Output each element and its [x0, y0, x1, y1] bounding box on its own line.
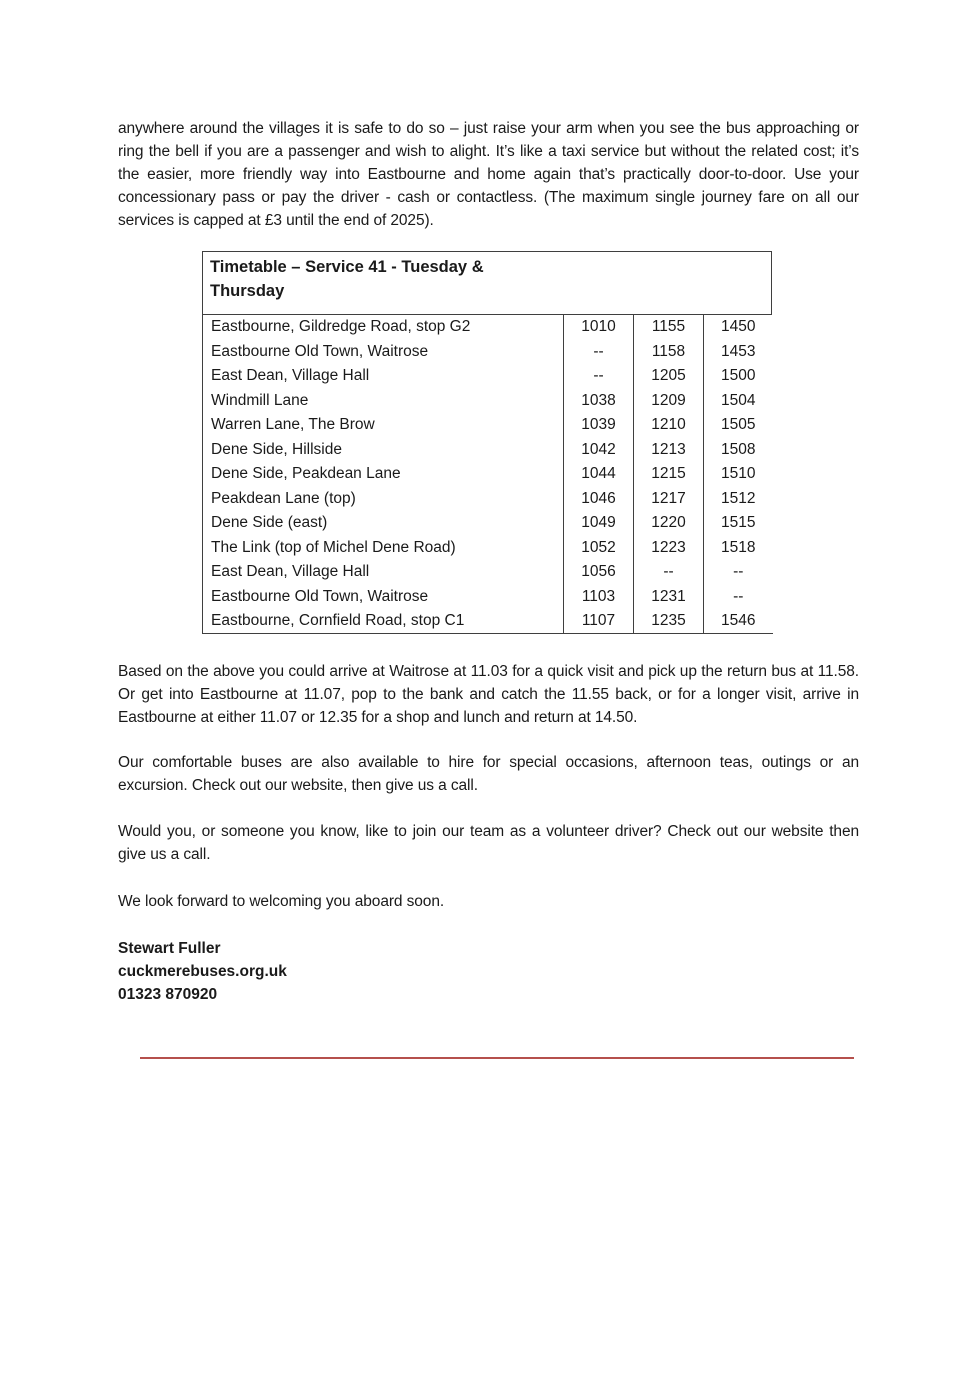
- timetable-row: [203, 609, 773, 634]
- paragraph-hire: Our comfortable buses are also available to hire for special occasions, afternoon teas, outings or an excursion. Check out our website, then give us a call.: [118, 754, 859, 794]
- timetable-row: [203, 585, 773, 610]
- timetable-row: [203, 315, 773, 340]
- timetable-row: [203, 389, 773, 414]
- paragraph-volunteer: Would you, or someone you know, like to join our team as a volunteer driver? Check out our website then give us a call.: [118, 823, 859, 863]
- time-cell: 1508: [704, 438, 773, 463]
- time-cell: 1052: [564, 536, 634, 561]
- time-cell: 1546: [704, 609, 773, 634]
- time-cell: 1500: [704, 364, 773, 389]
- red-divider-line: [140, 1057, 854, 1059]
- time-cell: 1504: [704, 389, 773, 414]
- time-cell: 1518: [704, 536, 773, 561]
- paragraph-intro: anywhere around the villages it is safe to do so – just raise your arm when you see the bus approaching or ring the bell if you are a passenger and wish to alight. It’s like a taxi service but without the related cost; it’s the easier, more friendly way into Eastbourne and home again that’s practically door-to-door. Use your concessionary pass or pay the driver - cash or contactless. (The maximum single journey fare on all our services is capped at £3 until the end of 2025).: [118, 120, 859, 229]
- stop-name-cell: Dene Side, Peakdean Lane: [211, 465, 401, 483]
- time-cell: 1155: [634, 315, 704, 340]
- stop-name-cell: Peakdean Lane (top): [211, 489, 356, 507]
- stop-name-cell: Windmill Lane: [211, 391, 309, 409]
- time-cell: 1512: [704, 487, 773, 512]
- timetable-row: [203, 340, 773, 365]
- stop-name-cell: Eastbourne Old Town, Waitrose: [211, 342, 429, 360]
- time-cell: 1056: [564, 560, 634, 585]
- time-cell: 1044: [564, 462, 634, 487]
- signature-phone: 01323 870920: [118, 986, 218, 1003]
- stop-name-cell: Dene Side (east): [211, 514, 328, 532]
- time-cell: 1213: [634, 438, 704, 463]
- time-cell: 1450: [704, 315, 773, 340]
- time-cell: 1046: [564, 487, 634, 512]
- timetable-title-line2: Thursday: [210, 282, 285, 300]
- time-cell: 1209: [634, 389, 704, 414]
- signature-website: cuckmerebuses.org.uk: [118, 963, 287, 980]
- timetable-row: [203, 438, 773, 463]
- timetable-row: [203, 487, 773, 512]
- paragraph-closing: We look forward to welcoming you aboard soon.: [118, 893, 445, 910]
- time-cell: 1510: [704, 462, 773, 487]
- time-cell: 1107: [564, 609, 634, 634]
- timetable-row: [203, 364, 773, 389]
- timetable-row: [203, 536, 773, 561]
- time-cell: 1039: [564, 413, 634, 438]
- stop-name-cell: Eastbourne, Cornfield Road, stop C1: [211, 612, 465, 629]
- time-cell: 1220: [634, 511, 704, 536]
- timetable-title-box: [202, 251, 772, 315]
- timetable: [202, 315, 773, 634]
- time-cell: 1210: [634, 413, 704, 438]
- stop-name-cell: Eastbourne, Gildredge Road, stop G2: [211, 318, 471, 336]
- timetable-row: [203, 462, 773, 487]
- time-cell: 1049: [564, 511, 634, 536]
- time-cell: 1515: [704, 511, 773, 536]
- paragraph-based-on: Based on the above you could arrive at Waitrose at 11.03 for a quick visit and pick up the return bus at 11.58. Or get into Eastbourne at 11.07, pop to the bank and catch the 11.55 back, or for a longer visit, arrive in Eastbourne at either 11.07 or 12.35 for a shop and lunch and return at 14.50.: [118, 663, 859, 726]
- time-cell: --: [704, 560, 773, 585]
- time-cell: 1042: [564, 438, 634, 463]
- stop-name-cell: Warren Lane, The Brow: [211, 416, 375, 434]
- stop-name-cell: East Dean, Village Hall: [211, 367, 370, 385]
- time-cell: --: [704, 585, 773, 610]
- time-cell: 1205: [634, 364, 704, 389]
- time-cell: --: [564, 364, 634, 389]
- stop-name-cell: East Dean, Village Hall: [211, 563, 370, 581]
- time-cell: 1158: [634, 340, 704, 365]
- time-cell: 1505: [704, 413, 773, 438]
- time-cell: --: [564, 340, 634, 365]
- time-cell: 1235: [634, 609, 704, 634]
- time-cell: 1217: [634, 487, 704, 512]
- time-cell: --: [634, 560, 704, 585]
- timetable-row: [203, 560, 773, 585]
- time-cell: 1223: [634, 536, 704, 561]
- timetable-row: [203, 413, 773, 438]
- time-cell: 1103: [564, 585, 634, 610]
- signature-block: [118, 937, 287, 1006]
- stop-name-cell: The Link (top of Michel Dene Road): [211, 538, 456, 556]
- time-cell: 1038: [564, 389, 634, 414]
- timetable-row: [203, 511, 773, 536]
- stop-name-cell: Eastbourne Old Town, Waitrose: [211, 587, 429, 605]
- time-cell: 1453: [704, 340, 773, 365]
- time-cell: 1010: [564, 315, 634, 340]
- stop-name-cell: Dene Side, Hillside: [211, 440, 342, 458]
- time-cell: 1231: [634, 585, 704, 610]
- timetable-title-line1: Timetable – Service 41 - Tuesday &: [210, 258, 484, 276]
- timetable-body: [203, 315, 773, 634]
- signature-name: Stewart Fuller: [118, 940, 221, 957]
- time-cell: 1215: [634, 462, 704, 487]
